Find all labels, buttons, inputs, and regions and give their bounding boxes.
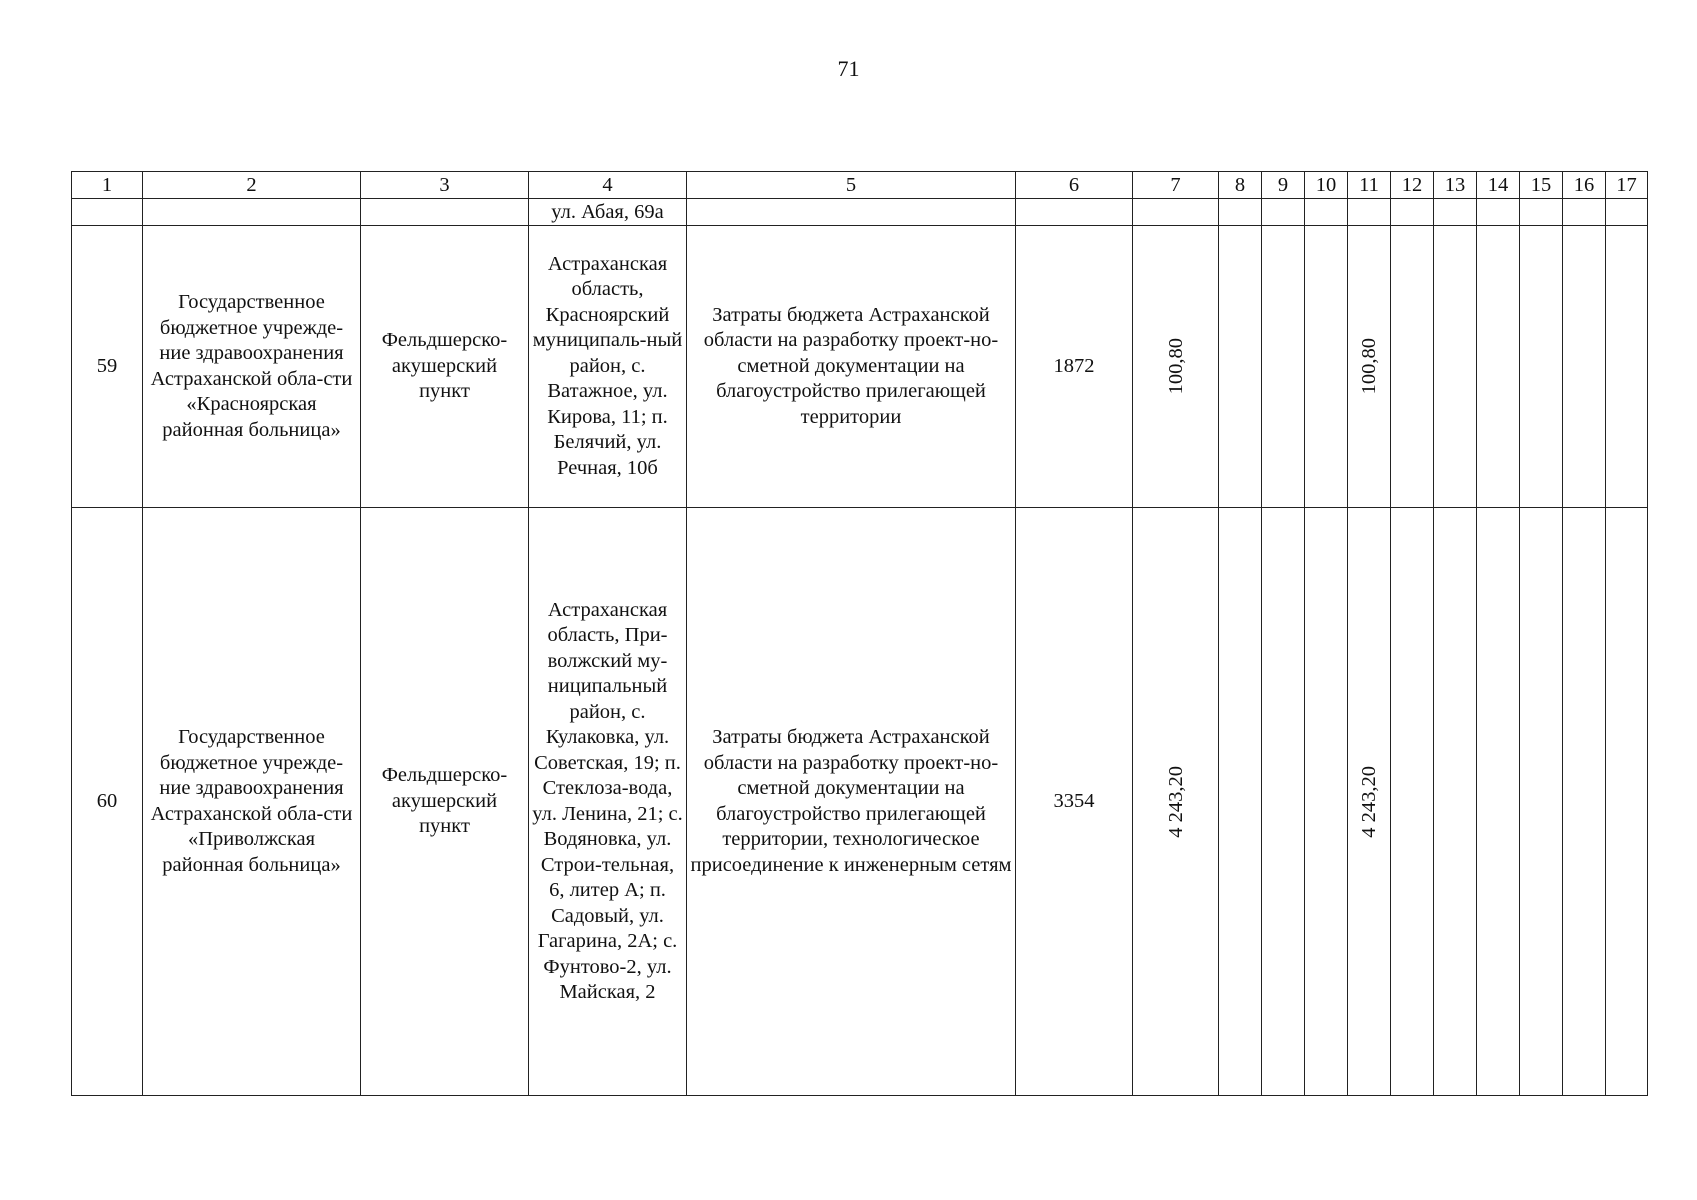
- empty-cell: [1016, 199, 1133, 226]
- empty-cell: [1219, 508, 1262, 1096]
- empty-cell: [1520, 199, 1563, 226]
- header-cell: 8: [1219, 172, 1262, 199]
- empty-cell: [1434, 226, 1477, 508]
- col11-value: 4 243,20: [1358, 765, 1380, 838]
- header-cell: 4: [529, 172, 687, 199]
- empty-cell: [1563, 508, 1606, 1096]
- page-number: 71: [837, 56, 860, 81]
- empty-cell: [1348, 199, 1391, 226]
- col7-value: 100,80: [1164, 338, 1187, 395]
- empty-cell: [1391, 508, 1434, 1096]
- empty-cell: [1520, 226, 1563, 508]
- col11-cell: [1348, 226, 1391, 508]
- header-cell: 6: [1016, 172, 1133, 199]
- empty-cell: [1305, 226, 1348, 508]
- empty-cell: [1606, 226, 1648, 508]
- purpose-cell: Затраты бюджета Астраханской области на разработку проект-но-сметной документации на благоустройство прилегающей территории, технологическое присоединение к инженерным сетям: [687, 508, 1016, 1096]
- empty-cell: [1219, 226, 1262, 508]
- header-cell: 14: [1477, 172, 1520, 199]
- address-cell: Астраханская область, Красноярский муниципаль-ный район, с. Ватажное, ул. Кирова, 11; п. Белячий, ул. Речная, 10б: [529, 226, 687, 508]
- empty-cell: [361, 199, 529, 226]
- header-cell: 1: [72, 172, 143, 199]
- institution-cell: Государственное бюджетное учрежде-ние здравоохранения Астраханской обла-сти «Красноярская районная больница»: [143, 226, 361, 508]
- empty-cell: [1434, 508, 1477, 1096]
- empty-cell: [1606, 199, 1648, 226]
- empty-cell: [1262, 226, 1305, 508]
- address-cell: Астраханская область, При-волжский му-ниципальный район, с. Кулаковка, ул. Советская, 19; п. Стеклоза-вода, ул. Ленина, 21; с. Водяновка, ул. Строи-тельная, 6, литер А; п. Садовый, ул. Гагарина, 2А; с. Фунтово-2, ул. Майская, 2: [529, 508, 687, 1096]
- col7-cell: [1133, 508, 1219, 1096]
- col11-value: 100,80: [1358, 338, 1380, 395]
- row-number-cell: 60: [72, 508, 143, 1096]
- header-cell: 7: [1133, 172, 1219, 199]
- col6-cell: 3354: [1016, 508, 1133, 1096]
- empty-cell: [1477, 226, 1520, 508]
- header-cell: 2: [143, 172, 361, 199]
- empty-cell: [143, 199, 361, 226]
- empty-cell: [1262, 508, 1305, 1096]
- table-row: [72, 508, 1648, 1096]
- empty-cell: [1305, 508, 1348, 1096]
- header-cell: 12: [1391, 172, 1434, 199]
- header-cell: 17: [1606, 172, 1648, 199]
- header-cell: 15: [1520, 172, 1563, 199]
- header-cell: 5: [687, 172, 1016, 199]
- empty-cell: [1133, 199, 1219, 226]
- object-cell: Фельдшерско-акушерский пункт: [361, 226, 529, 508]
- empty-cell: [1391, 199, 1434, 226]
- header-cell: 13: [1434, 172, 1477, 199]
- budget-table: [71, 171, 1648, 1096]
- empty-cell: [1219, 199, 1262, 226]
- header-row: [72, 172, 1648, 199]
- empty-cell: [1520, 508, 1563, 1096]
- table-row: [72, 226, 1648, 508]
- empty-cell: [687, 199, 1016, 226]
- header-cell: 10: [1305, 172, 1348, 199]
- row-number-cell: 59: [72, 226, 143, 508]
- empty-cell: [1434, 199, 1477, 226]
- col6-cell: 1872: [1016, 226, 1133, 508]
- col7-value: 4 243,20: [1164, 765, 1187, 838]
- header-cell: 3: [361, 172, 529, 199]
- empty-cell: [72, 199, 143, 226]
- empty-cell: [1563, 226, 1606, 508]
- empty-cell: [1477, 199, 1520, 226]
- col7-cell: [1133, 226, 1219, 508]
- empty-cell: [1262, 199, 1305, 226]
- header-cell: 16: [1563, 172, 1606, 199]
- empty-cell: [1391, 226, 1434, 508]
- empty-cell: [1477, 508, 1520, 1096]
- col11-cell: [1348, 508, 1391, 1096]
- header-cell: 9: [1262, 172, 1305, 199]
- empty-cell: [1606, 508, 1648, 1096]
- header-cell: 11: [1348, 172, 1391, 199]
- address-continuation-cell: ул. Абая, 69а: [529, 199, 687, 226]
- continuation-row: [72, 199, 1648, 226]
- object-cell: Фельдшерско-акушерский пункт: [361, 508, 529, 1096]
- empty-cell: [1305, 199, 1348, 226]
- institution-cell: Государственное бюджетное учрежде-ние здравоохранения Астраханской обла-сти «Приволжская районная больница»: [143, 508, 361, 1096]
- empty-cell: [1563, 199, 1606, 226]
- purpose-cell: Затраты бюджета Астраханской области на разработку проект-но-сметной документации на благоустройство прилегающей территории: [687, 226, 1016, 508]
